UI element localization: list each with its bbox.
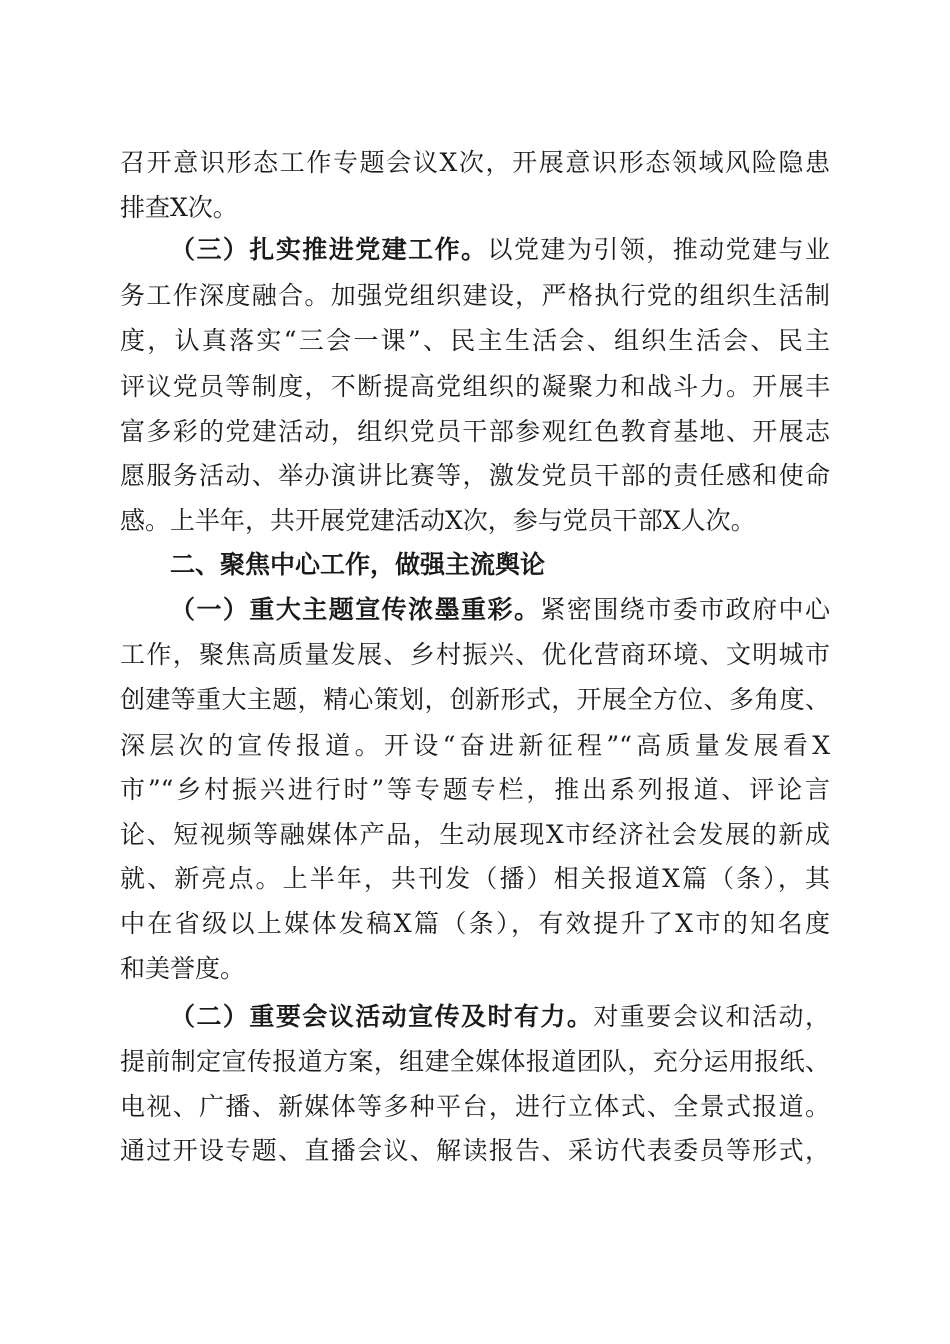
paragraph-line: 通过开设专题、直播会议、解读报告、采访代表委员等形式， [120,1136,830,1165]
paragraph-line: 务工作深度融合。加强党组织建设，严格执行党的组织生活制 [120,281,830,310]
paragraph-line: 愿服务活动、举办演讲比赛等，激发党员干部的责任感和使命 [120,461,830,490]
paragraph-line: 提前制定宣传报道方案，组建全媒体报道团队，充分运用报纸、 [120,1047,830,1076]
paragraph-line: 度，认真落实“三会一课”、民主生活会、组织生活会、民主 [120,326,830,355]
paragraph-line: 深层次的宣传报道。开设“奋进新征程”“高质量发展看X [120,731,830,760]
paragraph-title: （二）重要会议活动宣传及时有力。 [170,1002,594,1031]
paragraph-text: 紧密围绕市委市政府中心 [540,595,830,624]
paragraph-text: 对重要会议和活动， [593,1002,830,1031]
paragraph-title: （三）扎实推进党建工作。 [170,235,488,264]
paragraph-line: 就、新亮点。上半年，共刊发（播）相关报道X篇（条），其 [120,864,830,893]
paragraph-line: 富多彩的党建活动，组织党员干部参观红色教育基地、开展志 [120,417,830,446]
paragraph-line: 召开意识形态工作专题会议X次，开展意识形态领域风险隐患 [120,148,830,177]
paragraph-line: 论、短视频等融媒体产品，生动展现X市经济社会发展的新成 [120,820,830,849]
paragraph-title: （一）重大主题宣传浓墨重彩。 [170,595,541,624]
paragraph-line: 和美誉度。 [120,954,246,983]
paragraph-text: 以党建为引领，推动党建与业 [487,235,830,264]
paragraph-line: 中在省级以上媒体发稿X篇（条），有效提升了X市的知名度 [120,909,830,938]
paragraph-line: 创建等重大主题，精心策划，创新形式，开展全方位、多角度、 [120,685,830,714]
paragraph-line: 工作，聚焦高质量发展、乡村振兴、优化营商环境、文明城市 [120,640,830,669]
paragraph-line: 电视、广播、新媒体等多种平台，进行立体式、全景式报道。 [120,1092,830,1121]
paragraph-line [170,997,830,1037]
paragraph-line: 评议党员等制度，不断提高党组织的凝聚力和战斗力。开展丰 [120,372,830,401]
section-heading: 二、聚焦中心工作，做强主流舆论 [170,550,546,579]
paragraph-line: 感。上半年，共开展党建活动X次，参与党员干部X人次。 [120,506,756,535]
paragraph-line: 排查X次。 [120,193,238,222]
paragraph-line: 市”“乡村振兴进行时”等专题专栏，推出系列报道、评论言 [120,775,830,804]
paragraph-line [170,590,830,630]
paragraph-line [170,230,830,270]
